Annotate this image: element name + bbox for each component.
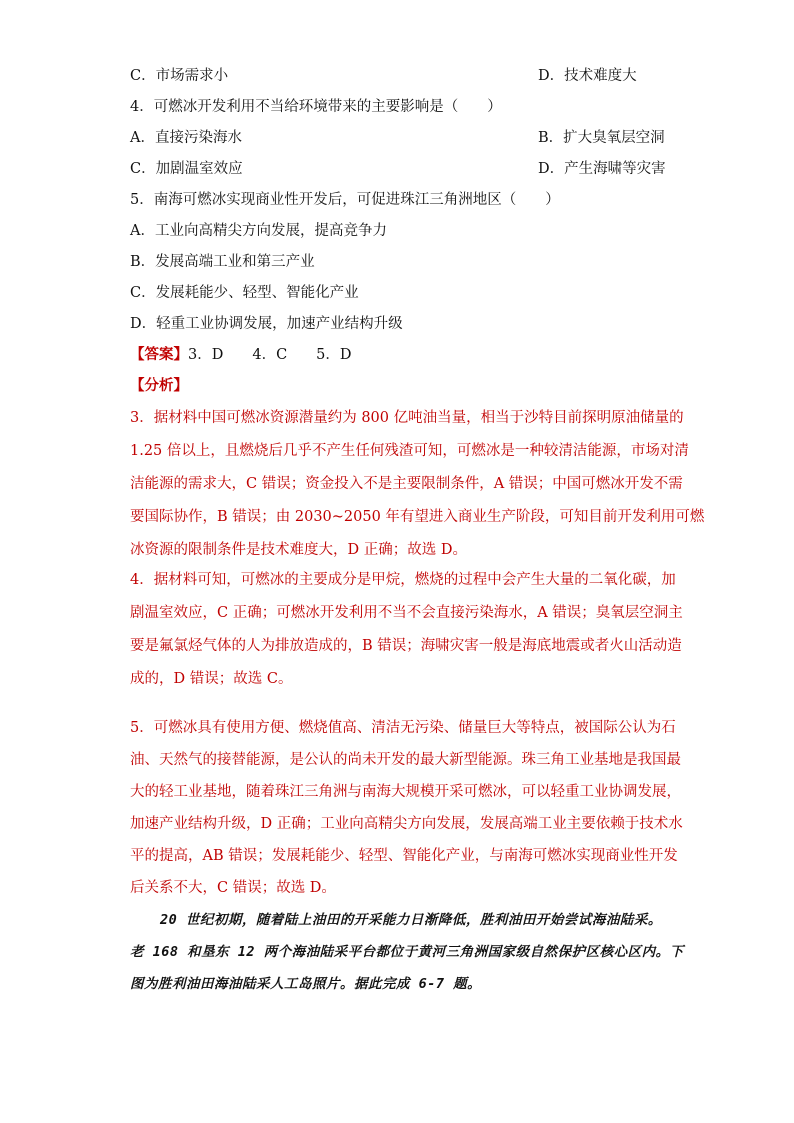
analysis-line: 大的轻工业基地，随着珠江三角洲与南海大规模开采可燃冰，可以轻重工业协调发展， — [130, 784, 681, 800]
analysis-line: 要是氟氯烃气体的人为排放造成的，B 错误；海啸灾害一般是海底地震或者火山活动造 — [130, 638, 682, 654]
q5-stem: 5．南海可燃冰实现商业性开发后，可促进珠江三角洲地区（ ） — [130, 192, 560, 208]
answer-row — [130, 345, 352, 365]
analysis-line: 1.25 倍以上，且燃烧后几乎不产生任何残渣可知，可燃冰是一种较清洁能源，市场对清 — [130, 443, 689, 459]
analysis-line: 要国际协作，B 错误；由 2030~2050 年有望进入商业生产阶段，可知目前开发利用可燃 — [130, 509, 705, 525]
analysis-line: 油、天然气的接替能源，是公认的尚未开发的最大新型能源。珠三角工业基地是我国最 — [130, 752, 681, 768]
q4-option-d: D．产生海啸等灾害 — [538, 161, 666, 177]
q4-option-a: A．直接污染海水 — [130, 130, 242, 146]
q4-options-row-1 — [130, 128, 665, 148]
analysis-line: 3．据材料中国可燃冰资源潜量约为 800 亿吨油当量，相当于沙特目前探明原油储量的 — [130, 410, 684, 426]
q4-stem: 4．可燃冰开发利用不当给环境带来的主要影响是（ ） — [130, 99, 502, 115]
answer-tag: 【答案】 — [130, 346, 188, 363]
analysis-line: 成的，D 错误；故选 C。 — [130, 671, 293, 687]
analysis-line: 加速产业结构升级，D 正确；工业向高精尖方向发展，发展高端工业主要依赖于技术水 — [130, 816, 683, 832]
analysis-line: 5．可燃冰具有使用方便、燃烧值高、清洁无污染、储量巨大等特点，被国际公认为石 — [130, 720, 676, 736]
q4-options-row-2 — [130, 159, 666, 179]
analysis-line: 剧温室效应，C 正确；可燃冰开发利用不当不会直接污染海水，A 错误；臭氧层空洞主 — [130, 605, 683, 621]
material-line: 图为胜利油田海油陆采人工岛照片。据此完成 6-7 题。 — [130, 976, 482, 992]
q5-option-c: C．发展耗能少、轻型、智能化产业 — [130, 285, 359, 301]
q5-option-b: B．发展高端工业和第三产业 — [130, 254, 315, 270]
analysis-line: 洁能源的需求大，C 错误；资金投入不是主要限制条件，A 错误；中国可燃冰开发不需 — [130, 476, 683, 492]
material-line: 老 168 和垦东 12 两个海油陆采平台都位于黄河三角洲国家级自然保护区核心区内。下 — [130, 944, 684, 960]
q5-option-d: D．轻重工业协调发展，加速产业结构升级 — [130, 316, 403, 332]
q5-option-a: A．工业向高精尖方向发展，提高竞争力 — [130, 223, 387, 239]
q3-options-row — [130, 66, 637, 86]
analysis-line: 冰资源的限制条件是技术难度大，D 正确；故选 D。 — [130, 542, 467, 558]
q3-option-c: C．市场需求小 — [130, 68, 229, 84]
answer-text: 3．D 4．C 5．D — [188, 347, 352, 363]
analysis-tag: 【分析】 — [130, 377, 188, 394]
q4-option-b: B．扩大臭氧层空洞 — [538, 130, 665, 146]
analysis-line: 4．据材料可知，可燃冰的主要成分是甲烷，燃烧的过程中会产生大量的二氧化碳，加 — [130, 572, 676, 588]
q3-option-d: D．技术难度大 — [538, 68, 637, 84]
material-line: 20 世纪初期，随着陆上油田的开采能力日渐降低，胜利油田开始尝试海油陆采。 — [160, 912, 662, 928]
analysis-line: 后关系不大，C 错误；故选 D。 — [130, 880, 336, 896]
analysis-line: 平的提高，AB 错误；发展耗能少、轻型、智能化产业，与南海可燃冰实现商业性开发 — [130, 848, 678, 864]
q4-option-c: C．加剧温室效应 — [130, 161, 243, 177]
